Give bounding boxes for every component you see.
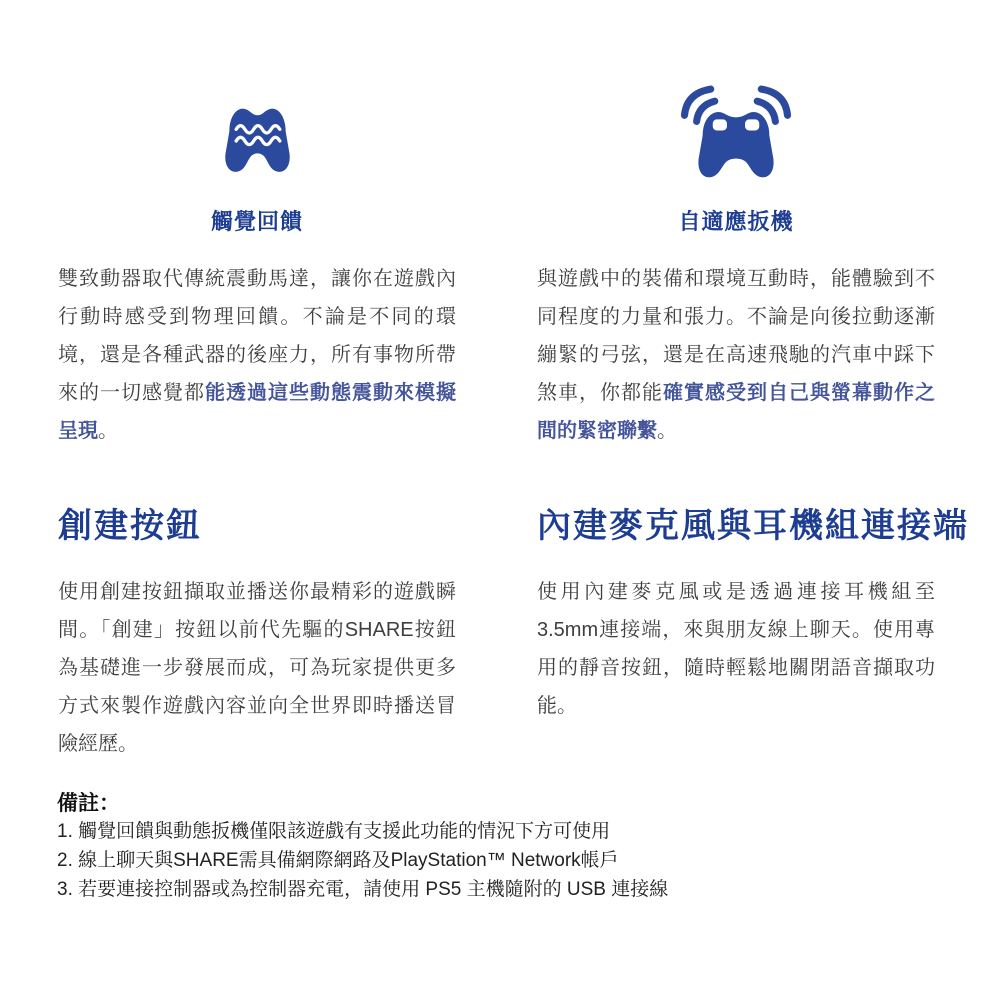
note-item-3: 3. 若要連接控制器或為控制器充電，請使用 PS5 主機隨附的 USB 連接線 (57, 879, 669, 900)
note-item-1: 1. 觸覺回饋與動態扳機僅限該遊戲有支援此功能的情況下方可使用 (57, 821, 611, 842)
feature-text-period: 。 (657, 420, 677, 442)
section-mic-headset-jack (537, 505, 969, 763)
adaptive-triggers-icon (537, 62, 935, 182)
feature-text-normal: 與遊戲中的裝備和環境互動時，能體驗到不同程度的力量和張力。不論是向後拉動逐漸繃緊的弓弦，還是在高速飛馳的汽車中踩下煞車，你都能 (537, 268, 935, 404)
feature-text-period: 。 (98, 420, 118, 442)
gamepad-triggers-icon (660, 81, 812, 182)
feature-text-haptic-feedback (58, 260, 456, 450)
feature-title-adaptive-triggers: 自適應扳機 (678, 209, 794, 234)
features-row (0, 0, 1000, 450)
haptic-feedback-icon (58, 62, 456, 182)
feature-haptic-feedback (58, 62, 456, 450)
section-text-create-button: 使用創建按鈕擷取並播送你最精彩的遊戲瞬間。「創建」按鈕以前代先驅的SHARE按鈕為基礎進一步發展而成，可為玩家提供更多方式來製作遊戲內容並向全世界即時播送冒險經歷。 (58, 581, 456, 755)
section-title-mic-headset-jack: 內建麥克風與耳機組連接端 (537, 507, 969, 545)
note-item-2: 2. 線上聊天與SHARE需具備網際網路及PlayStation™ Network帳戶 (57, 850, 619, 871)
feature-title-haptic-feedback: 觸覺回饋 (210, 209, 303, 234)
sections-row (0, 505, 1000, 763)
feature-text-adaptive-triggers (537, 260, 935, 450)
feature-text-normal: 雙致動器取代傳統震動馬達，讓你在遊戲內行動時感受到物理回饋。不論是不同的環境，還是各種武器的後座力，所有事物所帶來的一切感覺都 (58, 268, 456, 404)
feature-adaptive-triggers (537, 62, 935, 450)
section-title-create-button: 創建按鈕 (58, 507, 202, 545)
gamepad-vibration-icon (209, 98, 306, 182)
notes-section (0, 791, 1000, 904)
feature-text-accent: 能透過這些動態震動來模擬呈現 (58, 382, 456, 442)
section-text-mic-headset-jack: 使用內建麥克風或是透過連接耳機組至3.5mm連接端，來與朋友線上聊天。使用專用的靜音按鈕，隨時輕鬆地關閉語音擷取功能。 (537, 581, 935, 717)
notes-title: 備註： (57, 792, 120, 815)
section-create-button (58, 505, 456, 763)
feature-text-accent: 確實感受到自己與螢幕動作之間的緊密聯繫 (537, 382, 935, 442)
